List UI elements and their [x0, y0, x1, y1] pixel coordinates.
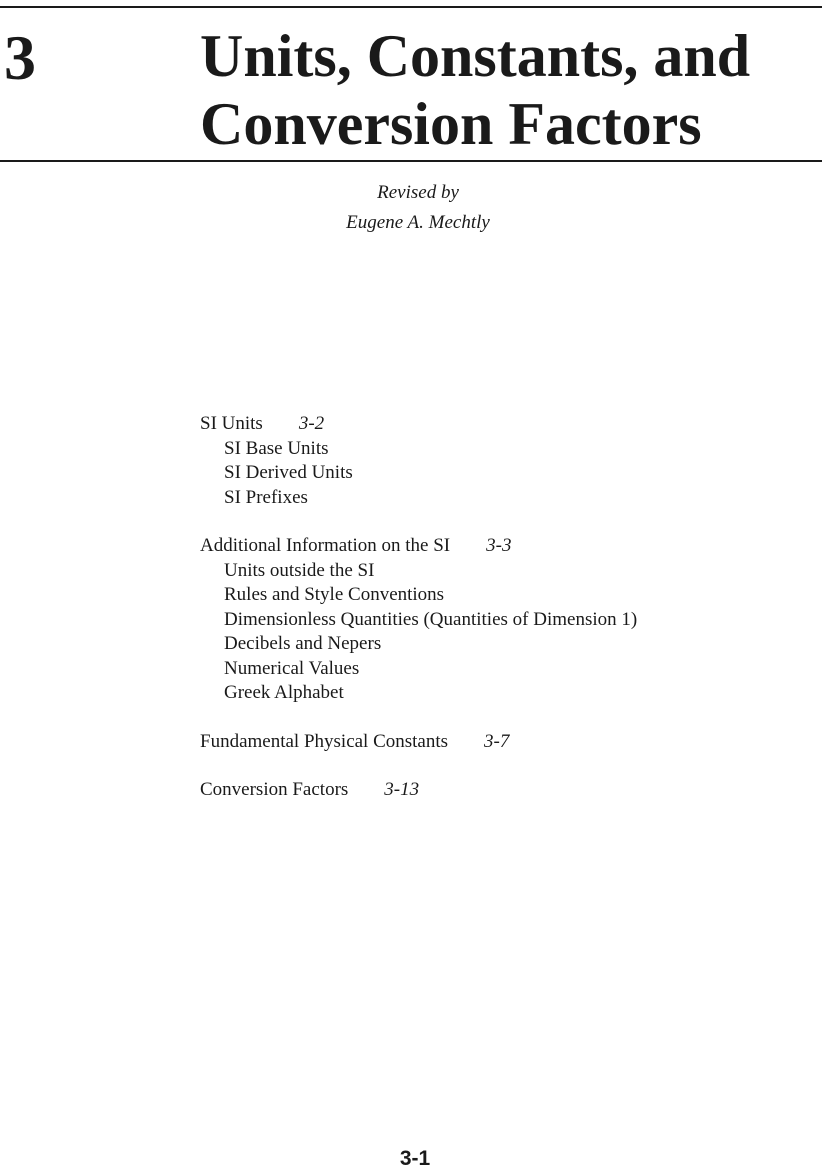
page-number: 3-1: [399, 1147, 431, 1170]
toc-entry-page: 3-7: [484, 730, 510, 752]
toc-section-fundamental-constants: [200, 730, 820, 755]
toc-section-si-units: [200, 412, 820, 510]
toc-entry[interactable]: [200, 778, 820, 803]
toc-entry-title: Fundamental Physical Constants: [200, 730, 449, 752]
toc-subentry[interactable]: SI Derived Units: [224, 462, 353, 483]
toc-entry-title: Additional Information on the SI: [200, 535, 451, 556]
toc-section-conversion-factors: [200, 778, 820, 803]
chapter-title-line-1: Units, Constants, and: [200, 23, 751, 89]
toc-subentry[interactable]: SI Base Units: [224, 437, 329, 459]
toc-entry-page: 3-3: [486, 535, 512, 556]
toc-entry[interactable]: [200, 534, 820, 559]
chapter-title-line-2: Conversion Factors: [200, 91, 702, 157]
toc-subentry[interactable]: Greek Alphabet: [224, 682, 344, 703]
table-of-contents: [200, 412, 820, 827]
chapter-number: 3: [4, 22, 36, 93]
toc-subentry[interactable]: Units outside the SI: [224, 559, 375, 581]
toc-subentry[interactable]: SI Prefixes: [224, 486, 308, 508]
toc-subentry[interactable]: Decibels and Nepers: [224, 633, 382, 654]
toc-subentry[interactable]: Dimensionless Quantities (Quantities of Dimension 1): [224, 608, 638, 630]
toc-section-additional-information: [200, 534, 820, 706]
toc-entry-page: 3-2: [298, 413, 325, 434]
reviser-label: Revised by: [377, 182, 459, 203]
top-rule: [0, 6, 822, 8]
toc-subentry[interactable]: Rules and Style Conventions: [224, 584, 445, 605]
toc-entry[interactable]: [200, 412, 820, 437]
toc-entry[interactable]: [200, 730, 820, 755]
toc-entry-title: Conversion Factors: [200, 779, 349, 800]
bottom-rule: [0, 160, 822, 162]
toc-entry-page: 3-13: [384, 779, 420, 800]
chapter-title: [200, 22, 820, 158]
toc-entry-title: SI Units: [200, 413, 263, 434]
reviser-name: Eugene A. Mechtly: [346, 212, 490, 233]
toc-subentry[interactable]: Numerical Values: [224, 657, 360, 679]
